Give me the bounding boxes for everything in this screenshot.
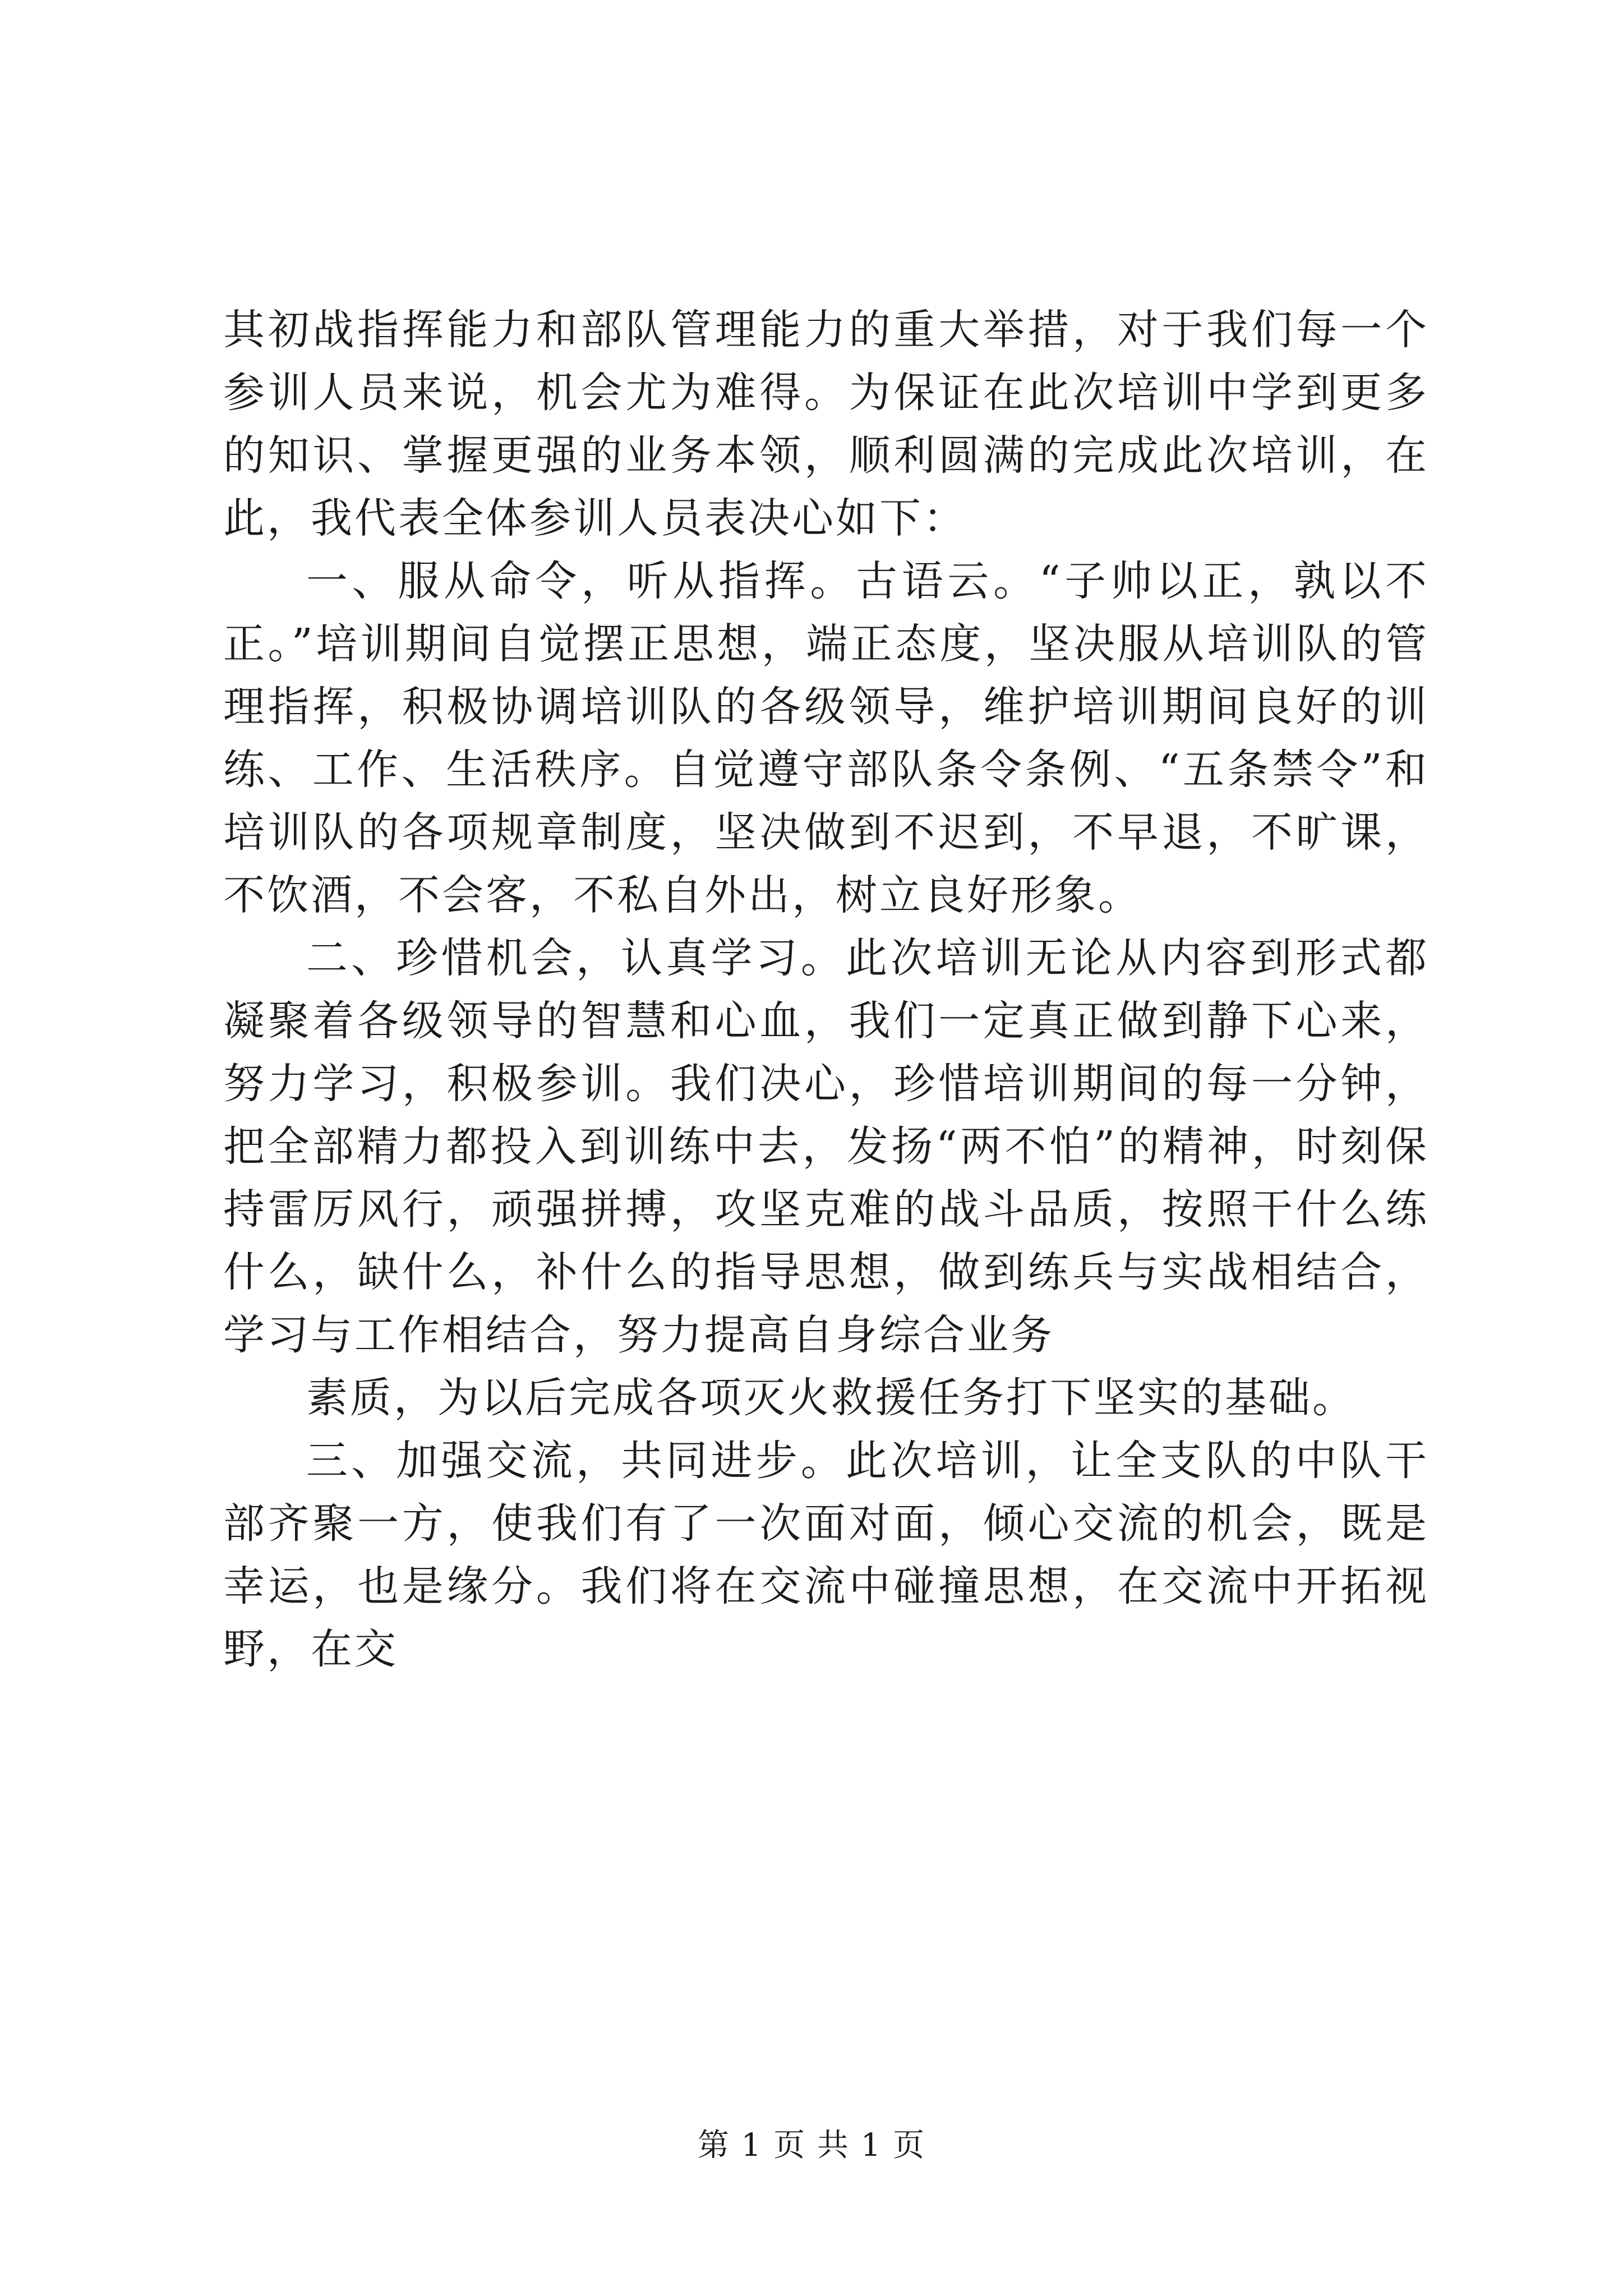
paragraph-obey-orders: 一、服从命令，听从指挥。古语云。“子帅以正，孰以不正。”培训期间自觉摆正思想，端正态度，坚决服从培训队的管理指挥，积极协调培训队的各级领导，维护培训期间良好的训练、工作、生活秩序。自觉遵守部队条令条例、“五条禁令”和培训队的各项规章制度，坚决做到不迟到，不早退，不旷课，不饮酒，不会客，不私自外出，树立良好形象。: [223, 557, 1429, 919]
paragraph-intro: 其初战指挥能力和部队管理能力的重大举措，对于我们每一个参训人员来说，机会尤为难得。为保证在此次培训中学到更多的知识、掌握更强的业务本领，顺利圆满的完成此次培训，在此，我代表全体参训人员表决心如下：: [223, 306, 1429, 542]
paragraph-cherish-opportunity: 二、珍惜机会，认真学习。此次培训无论从内容到形式都凝聚着各级领导的智慧和心血，我们一定真正做到静下心来，努力学习，积极参训。我们决心，珍惜培训期间的每一分钟，把全部精力都投入到训练中去，发扬“两不怕”的精神，时刻保持雷厉风行，顽强拼搏，攻坚克难的战斗品质，按照干什么练什么，缺什么，补什么的指导思想，做到练兵与实战相结合，学习与工作相结合，努力提高自身综合业务: [223, 934, 1429, 1359]
page-number-footer: 第 1 页 共 1 页: [697, 2127, 926, 2164]
paragraph-exchange: 三、加强交流，共同进步。此次培训，让全支队的中队干部齐聚一方，使我们有了一次面对面，倾心交流的机会，既是幸运，也是缘分。我们将在交流中碰撞思想，在交流中开拓视野，在交: [223, 1437, 1429, 1673]
document-body: [223, 298, 1429, 1681]
paragraph-continuation: 素质，为以后完成各项灭火救援任务打下坚实的基础。: [306, 1374, 1356, 1422]
